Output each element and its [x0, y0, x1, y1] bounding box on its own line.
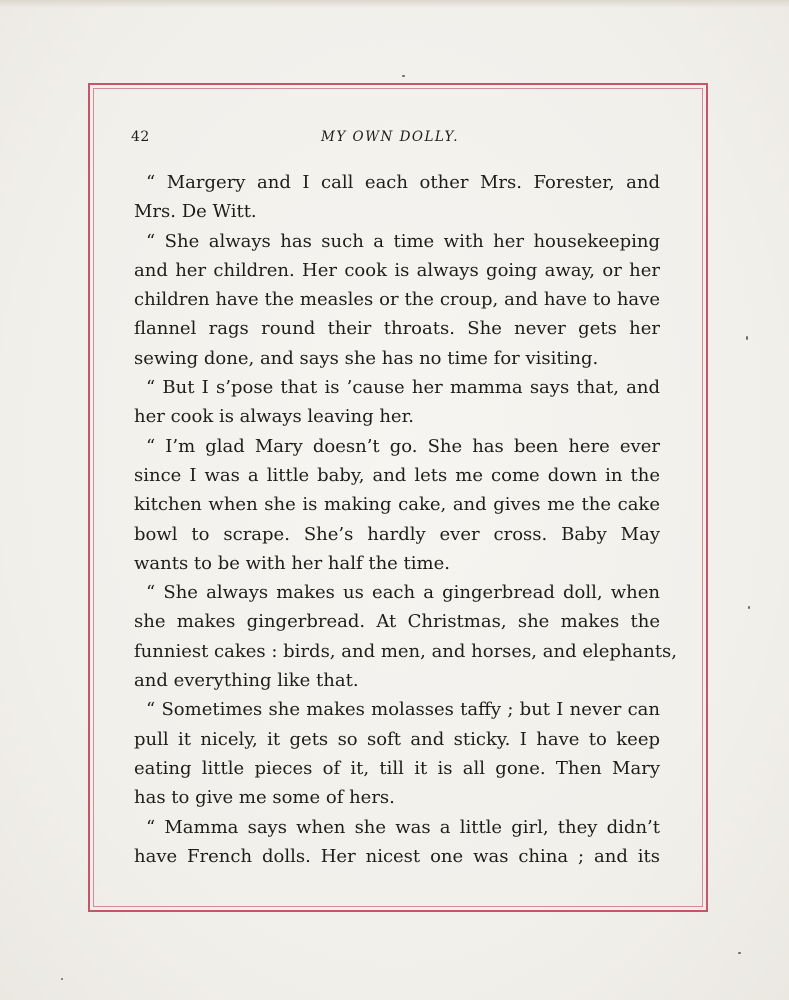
text-line: “ She always makes us each a gingerbread doll, when — [146, 582, 660, 604]
text-line: Mrs. De Witt. — [134, 201, 257, 223]
text-line: funniest cakes : birds, and men, and horses, and elephants, — [134, 640, 678, 662]
text-line: “ But I s’pose that is ’cause her mamma says that, and — [146, 377, 660, 399]
text-line: “ Mamma says when she was a little girl, they didn’t — [146, 816, 660, 838]
paper-speck — [61, 978, 63, 980]
text-line: “ I’m glad Mary doesn’t go. She has been here ever — [146, 435, 660, 457]
text-line: children have the measles or the croup, and have to have — [134, 289, 660, 311]
text-line: eating little pieces of it, till it is all gone. Then Mary — [134, 757, 660, 779]
text-line: and everything like that. — [134, 670, 359, 692]
page-number: 42 — [131, 129, 150, 145]
paper-speck — [738, 952, 741, 954]
running-title: MY OWN DOLLY. — [321, 129, 459, 145]
text-line: have French dolls. Her nicest one was china ; and its — [134, 845, 660, 867]
text-line: “ Sometimes she makes molasses taffy ; but I never can — [146, 699, 660, 721]
text-line: wants to be with her half the time. — [134, 552, 450, 574]
text-line: and her children. Her cook is always going away, or her — [134, 259, 660, 281]
text-line: “ Margery and I call each other Mrs. Forester, and — [146, 172, 660, 193]
text-line: sewing done, and says she has no time for visiting. — [134, 347, 599, 369]
text-line: flannel rags round their throats. She never gets her — [134, 318, 660, 340]
text-line: she makes gingerbread. At Christmas, she makes the — [134, 611, 660, 633]
paper-speck — [748, 606, 750, 609]
text-line: pull it nicely, it gets so soft and sticky. I have to keep — [134, 728, 660, 750]
text-line: has to give me some of hers. — [134, 787, 395, 809]
text-line: “ She always has such a time with her housekeeping — [146, 230, 660, 252]
text-line: her cook is always leaving her. — [134, 406, 414, 428]
text-line: since I was a little baby, and lets me come down in the — [134, 464, 660, 486]
text-line: bowl to scrape. She’s hardly ever cross. Baby May — [134, 523, 660, 545]
paper-speck — [402, 75, 405, 77]
paper-speck — [746, 336, 748, 340]
text-line: kitchen when she is making cake, and gives me the cake — [134, 494, 660, 516]
body-text — [134, 168, 678, 871]
page-top-edge — [0, 0, 789, 8]
